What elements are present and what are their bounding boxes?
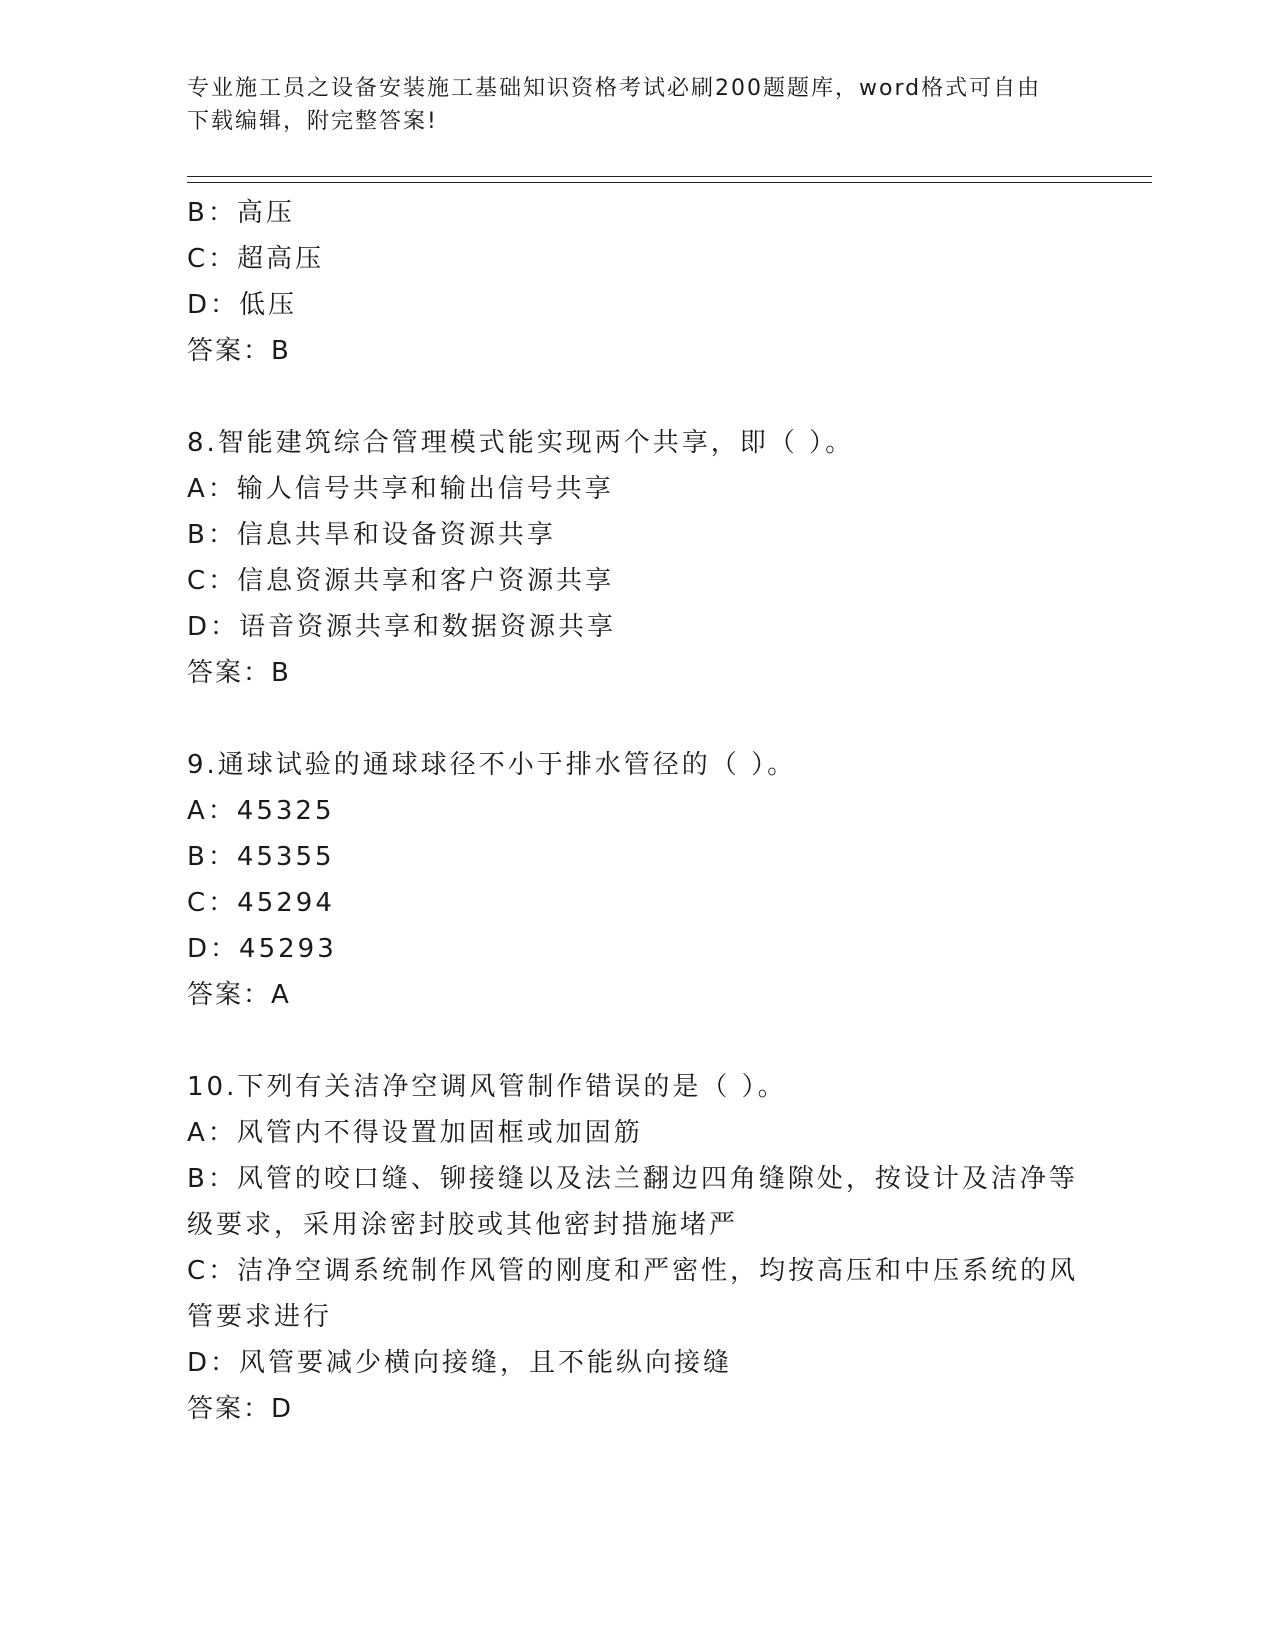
- question-stem: 8.智能建筑综合管理模式能实现两个共享，即（ ）。: [187, 428, 855, 458]
- question-9: [187, 742, 1087, 1018]
- option-d: D：风管要减少横向接缝，且不能纵向接缝: [187, 1348, 733, 1378]
- header-divider-top: [187, 176, 1152, 177]
- answer: 答案：B: [187, 658, 291, 688]
- option-c: C：信息资源共享和客户资源共享: [187, 566, 615, 596]
- document-header: [187, 72, 1087, 138]
- option-d: D：低压: [187, 290, 298, 320]
- option-d: D：45293: [187, 934, 337, 964]
- question-stem: 9.通球试验的通球球径不小于排水管径的（ ）。: [187, 750, 797, 780]
- question-7-tail: [187, 190, 1087, 374]
- option-a: A：45325: [187, 796, 335, 826]
- question-stem: 10.下列有关洁净空调风管制作错误的是（ ）。: [187, 1072, 787, 1102]
- header-line-2: 下载编辑，附完整答案!: [187, 109, 438, 134]
- option-c: C：超高压: [187, 244, 325, 274]
- option-a: A：输人信号共享和输出信号共享: [187, 474, 614, 504]
- answer: 答案：B: [187, 336, 291, 366]
- question-10: [187, 1064, 1087, 1432]
- option-b: B：信息共旱和设备资源共享: [187, 520, 556, 550]
- question-list: [187, 190, 1087, 1432]
- option-b: B：45355: [187, 842, 335, 872]
- header-divider-bottom: [187, 182, 1152, 183]
- answer: 答案：A: [187, 980, 291, 1010]
- option-c: C：洁净空调系统制作风管的刚度和严密性，均按高压和中压系统的风管要求进行: [187, 1256, 1079, 1332]
- question-8: [187, 420, 1087, 696]
- option-b: B：风管的咬口缝、铆接缝以及法兰翻边四角缝隙处，按设计及洁净等级要求，采用涂密封胶或其他密封措施堵严: [187, 1164, 1078, 1240]
- option-a: A：风管内不得设置加固框或加固筋: [187, 1118, 643, 1148]
- header-line-1: 专业施工员之设备安装施工基础知识资格考试必刷200题题库，word格式可自由: [187, 76, 1042, 101]
- option-b: B：高压: [187, 198, 295, 228]
- answer: 答案：D: [187, 1394, 294, 1424]
- option-d: D：语音资源共享和数据资源共享: [187, 612, 617, 642]
- option-c: C：45294: [187, 888, 335, 918]
